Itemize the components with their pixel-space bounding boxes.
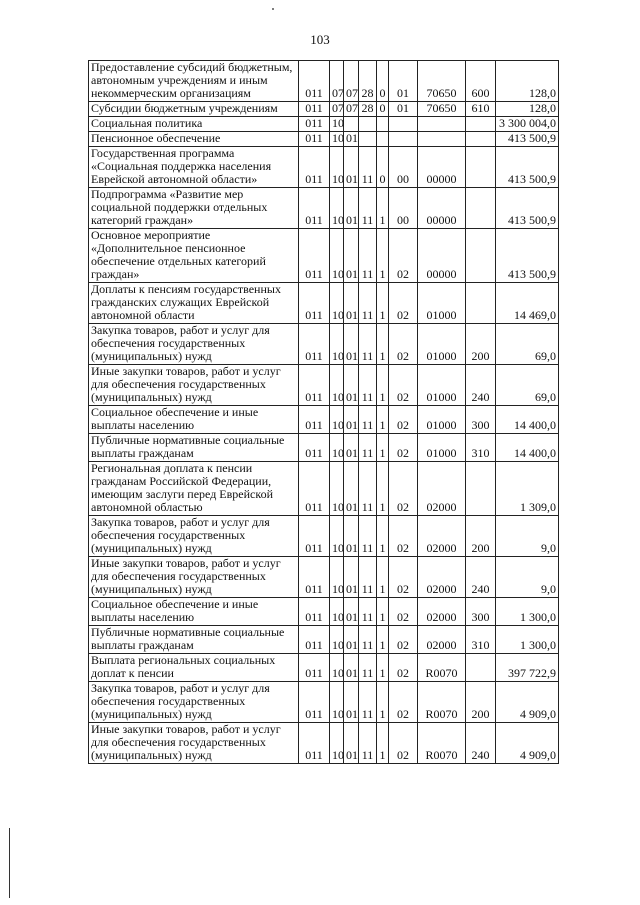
subsection-code: 01: [344, 188, 359, 229]
program-code: 11: [359, 598, 377, 626]
row-name: Подпрограмма «Развитие мер социальной поддержки отдельных категорий граждан»: [89, 188, 299, 229]
table-row: [89, 365, 559, 406]
table-row: [89, 283, 559, 324]
subprogram-code: 1: [377, 229, 389, 283]
row-name: Предоставление субсидий бюджетным, автономным учреждениям и иным некоммерческим организациям: [89, 61, 299, 102]
row-name: Публичные нормативные социальные выплаты гражданам: [89, 626, 299, 654]
subsection-code: 01: [344, 365, 359, 406]
row-name: Социальное обеспечение и иные выплаты населению: [89, 406, 299, 434]
direction-code: 00000: [418, 229, 466, 283]
section-code: 10: [330, 188, 344, 229]
direction-code: 00000: [418, 147, 466, 188]
section-code: 10: [330, 626, 344, 654]
direction-code: 01000: [418, 283, 466, 324]
main-activity-code: 02: [389, 723, 418, 764]
ministry-code: 011: [299, 365, 330, 406]
row-name: Выплата региональных социальных доплат к пенсии: [89, 654, 299, 682]
program-code: 11: [359, 682, 377, 723]
ministry-code: 011: [299, 462, 330, 516]
amount: 128,0: [496, 102, 559, 117]
expense-type-code: 200: [466, 516, 496, 557]
amount: 14 400,0: [496, 434, 559, 462]
amount: 14 400,0: [496, 406, 559, 434]
program-code: 11: [359, 434, 377, 462]
expense-type-code: 600: [466, 61, 496, 102]
subprogram-code: [377, 132, 389, 147]
subprogram-code: 1: [377, 283, 389, 324]
program-code: 28: [359, 102, 377, 117]
program-code: [359, 117, 377, 132]
program-code: 11: [359, 557, 377, 598]
expense-type-code: 300: [466, 406, 496, 434]
table-row: [89, 61, 559, 102]
ministry-code: 011: [299, 132, 330, 147]
direction-code: [418, 117, 466, 132]
subsection-code: 07: [344, 61, 359, 102]
row-name: Социальное обеспечение и иные выплаты населению: [89, 598, 299, 626]
ministry-code: 011: [299, 516, 330, 557]
amount: 128,0: [496, 61, 559, 102]
ministry-code: 011: [299, 147, 330, 188]
subsection-code: 01: [344, 516, 359, 557]
program-code: 11: [359, 188, 377, 229]
subprogram-code: 0: [377, 147, 389, 188]
direction-code: 70650: [418, 102, 466, 117]
expense-type-code: 300: [466, 598, 496, 626]
amount: 14 469,0: [496, 283, 559, 324]
direction-code: 01000: [418, 406, 466, 434]
subsection-code: 01: [344, 723, 359, 764]
row-name: Иные закупки товаров, работ и услуг для обеспечения государственных (муниципальных) нужд: [89, 557, 299, 598]
row-name: Социальная политика: [89, 117, 299, 132]
expense-type-code: [466, 188, 496, 229]
main-activity-code: 02: [389, 434, 418, 462]
section-code: 10: [330, 462, 344, 516]
direction-code: 02000: [418, 598, 466, 626]
direction-code: 70650: [418, 61, 466, 102]
direction-code: 02000: [418, 557, 466, 598]
expense-type-code: 200: [466, 682, 496, 723]
amount: 4 909,0: [496, 682, 559, 723]
direction-code: 01000: [418, 434, 466, 462]
subsection-code: 01: [344, 654, 359, 682]
direction-code: R0070: [418, 723, 466, 764]
ministry-code: 011: [299, 406, 330, 434]
section-code: 10: [330, 557, 344, 598]
row-name: Доплаты к пенсиям государственных гражданских служащих Еврейской автономной области: [89, 283, 299, 324]
main-activity-code: 00: [389, 188, 418, 229]
table-row: [89, 132, 559, 147]
amount: 69,0: [496, 324, 559, 365]
subprogram-code: 1: [377, 723, 389, 764]
main-activity-code: 01: [389, 61, 418, 102]
ministry-code: 011: [299, 598, 330, 626]
subprogram-code: 1: [377, 654, 389, 682]
amount: 413 500,9: [496, 229, 559, 283]
expense-type-code: [466, 462, 496, 516]
program-code: 11: [359, 365, 377, 406]
row-name: Закупка товаров, работ и услуг для обеспечения государственных (муниципальных) нужд: [89, 324, 299, 365]
main-activity-code: [389, 132, 418, 147]
main-activity-code: [389, 117, 418, 132]
row-name: Закупка товаров, работ и услуг для обеспечения государственных (муниципальных) нужд: [89, 516, 299, 557]
subsection-code: 07: [344, 102, 359, 117]
amount: 413 500,9: [496, 188, 559, 229]
table-row: [89, 654, 559, 682]
ministry-code: 011: [299, 557, 330, 598]
budget-table: [88, 60, 559, 764]
program-code: [359, 132, 377, 147]
subprogram-code: 1: [377, 598, 389, 626]
ministry-code: 011: [299, 102, 330, 117]
subsection-code: 01: [344, 598, 359, 626]
table-row: [89, 557, 559, 598]
section-code: 10: [330, 117, 344, 132]
amount: 9,0: [496, 516, 559, 557]
subprogram-code: 1: [377, 682, 389, 723]
expense-type-code: 610: [466, 102, 496, 117]
ministry-code: 011: [299, 61, 330, 102]
direction-code: 02000: [418, 516, 466, 557]
subprogram-code: 0: [377, 61, 389, 102]
table-row: [89, 188, 559, 229]
direction-code: 02000: [418, 626, 466, 654]
section-code: 10: [330, 324, 344, 365]
subsection-code: 01: [344, 283, 359, 324]
row-name: Иные закупки товаров, работ и услуг для обеспечения государственных (муниципальных) нужд: [89, 365, 299, 406]
subprogram-code: 1: [377, 365, 389, 406]
direction-code: R0070: [418, 654, 466, 682]
ministry-code: 011: [299, 188, 330, 229]
amount: 1 300,0: [496, 598, 559, 626]
ministry-code: 011: [299, 626, 330, 654]
amount: 9,0: [496, 557, 559, 598]
program-code: 11: [359, 654, 377, 682]
ministry-code: 011: [299, 283, 330, 324]
row-name: Субсидии бюджетным учреждениям: [89, 102, 299, 117]
subsection-code: 01: [344, 229, 359, 283]
table-row: [89, 598, 559, 626]
program-code: 11: [359, 283, 377, 324]
table-row: [89, 117, 559, 132]
main-activity-code: 02: [389, 365, 418, 406]
row-name: Закупка товаров, работ и услуг для обеспечения государственных (муниципальных) нужд: [89, 682, 299, 723]
section-code: 10: [330, 406, 344, 434]
subsection-code: 01: [344, 626, 359, 654]
expense-type-code: [466, 147, 496, 188]
subsection-code: [344, 117, 359, 132]
direction-code: [418, 132, 466, 147]
main-activity-code: 02: [389, 283, 418, 324]
program-code: 11: [359, 229, 377, 283]
expense-type-code: 200: [466, 324, 496, 365]
program-code: 11: [359, 462, 377, 516]
subsection-code: 01: [344, 557, 359, 598]
section-code: 10: [330, 147, 344, 188]
ministry-code: 011: [299, 654, 330, 682]
subsection-code: 01: [344, 462, 359, 516]
subsection-code: 01: [344, 147, 359, 188]
table-row: [89, 682, 559, 723]
amount: 4 909,0: [496, 723, 559, 764]
row-name: Пенсионное обеспечение: [89, 132, 299, 147]
subprogram-code: [377, 117, 389, 132]
direction-code: 01000: [418, 324, 466, 365]
section-code: 07: [330, 61, 344, 102]
section-code: 10: [330, 723, 344, 764]
main-activity-code: 02: [389, 406, 418, 434]
main-activity-code: 02: [389, 229, 418, 283]
amount: 413 500,9: [496, 132, 559, 147]
main-activity-code: 02: [389, 598, 418, 626]
subprogram-code: 1: [377, 406, 389, 434]
section-code: 07: [330, 102, 344, 117]
expense-type-code: [466, 229, 496, 283]
direction-code: 00000: [418, 188, 466, 229]
table-row: [89, 324, 559, 365]
table-row: [89, 229, 559, 283]
section-code: 10: [330, 283, 344, 324]
page-number: 103: [310, 32, 330, 47]
main-activity-code: 02: [389, 516, 418, 557]
row-name: Государственная программа «Социальная поддержка населения Еврейской автономной области»: [89, 147, 299, 188]
table-row: [89, 147, 559, 188]
expense-type-code: [466, 283, 496, 324]
amount: 1 309,0: [496, 462, 559, 516]
table-row: [89, 462, 559, 516]
main-activity-code: 02: [389, 557, 418, 598]
expense-type-code: 240: [466, 365, 496, 406]
section-code: 10: [330, 516, 344, 557]
subsection-code: 01: [344, 324, 359, 365]
table-row: [89, 626, 559, 654]
main-activity-code: 02: [389, 682, 418, 723]
program-code: 11: [359, 626, 377, 654]
table-row: [89, 723, 559, 764]
subsection-code: 01: [344, 682, 359, 723]
amount: 69,0: [496, 365, 559, 406]
main-activity-code: 02: [389, 654, 418, 682]
subprogram-code: 1: [377, 462, 389, 516]
margin-line: [9, 828, 10, 898]
table-row: [89, 102, 559, 117]
subprogram-code: 1: [377, 626, 389, 654]
row-name: Публичные нормативные социальные выплаты гражданам: [89, 434, 299, 462]
program-code: 11: [359, 723, 377, 764]
ministry-code: 011: [299, 229, 330, 283]
direction-code: 01000: [418, 365, 466, 406]
program-code: 11: [359, 324, 377, 365]
expense-type-code: [466, 117, 496, 132]
expense-type-code: 310: [466, 626, 496, 654]
scan-speck: [272, 8, 274, 10]
table-row: [89, 406, 559, 434]
section-code: 10: [330, 598, 344, 626]
main-activity-code: 02: [389, 462, 418, 516]
row-name: Основное мероприятие «Дополнительное пенсионное обеспечение отдельных категорий граждан»: [89, 229, 299, 283]
subprogram-code: 0: [377, 102, 389, 117]
section-code: 10: [330, 654, 344, 682]
subprogram-code: 1: [377, 324, 389, 365]
ministry-code: 011: [299, 434, 330, 462]
row-name: Иные закупки товаров, работ и услуг для обеспечения государственных (муниципальных) нужд: [89, 723, 299, 764]
expense-type-code: 240: [466, 557, 496, 598]
main-activity-code: 00: [389, 147, 418, 188]
budget-table-body: [89, 61, 559, 764]
program-code: 11: [359, 406, 377, 434]
ministry-code: 011: [299, 324, 330, 365]
expense-type-code: [466, 654, 496, 682]
amount: 3 300 004,0: [496, 117, 559, 132]
subprogram-code: 1: [377, 434, 389, 462]
row-name: Региональная доплата к пенсии гражданам Российской Федерации, имеющим заслуги перед Еврейской автономной областью: [89, 462, 299, 516]
ministry-code: 011: [299, 682, 330, 723]
section-code: 10: [330, 434, 344, 462]
main-activity-code: 02: [389, 324, 418, 365]
ministry-code: 011: [299, 117, 330, 132]
amount: 397 722,9: [496, 654, 559, 682]
program-code: 28: [359, 61, 377, 102]
subsection-code: 01: [344, 434, 359, 462]
amount: 413 500,9: [496, 147, 559, 188]
expense-type-code: 240: [466, 723, 496, 764]
expense-type-code: 310: [466, 434, 496, 462]
table-row: [89, 434, 559, 462]
subprogram-code: 1: [377, 557, 389, 598]
section-code: 10: [330, 229, 344, 283]
expense-type-code: [466, 132, 496, 147]
ministry-code: 011: [299, 723, 330, 764]
subsection-code: 01: [344, 132, 359, 147]
amount: 1 300,0: [496, 626, 559, 654]
subsection-code: 01: [344, 406, 359, 434]
section-code: 10: [330, 365, 344, 406]
direction-code: 02000: [418, 462, 466, 516]
section-code: 10: [330, 682, 344, 723]
section-code: 10: [330, 132, 344, 147]
subprogram-code: 1: [377, 188, 389, 229]
direction-code: R0070: [418, 682, 466, 723]
program-code: 11: [359, 516, 377, 557]
main-activity-code: 01: [389, 102, 418, 117]
program-code: 11: [359, 147, 377, 188]
subprogram-code: 1: [377, 516, 389, 557]
table-row: [89, 516, 559, 557]
main-activity-code: 02: [389, 626, 418, 654]
